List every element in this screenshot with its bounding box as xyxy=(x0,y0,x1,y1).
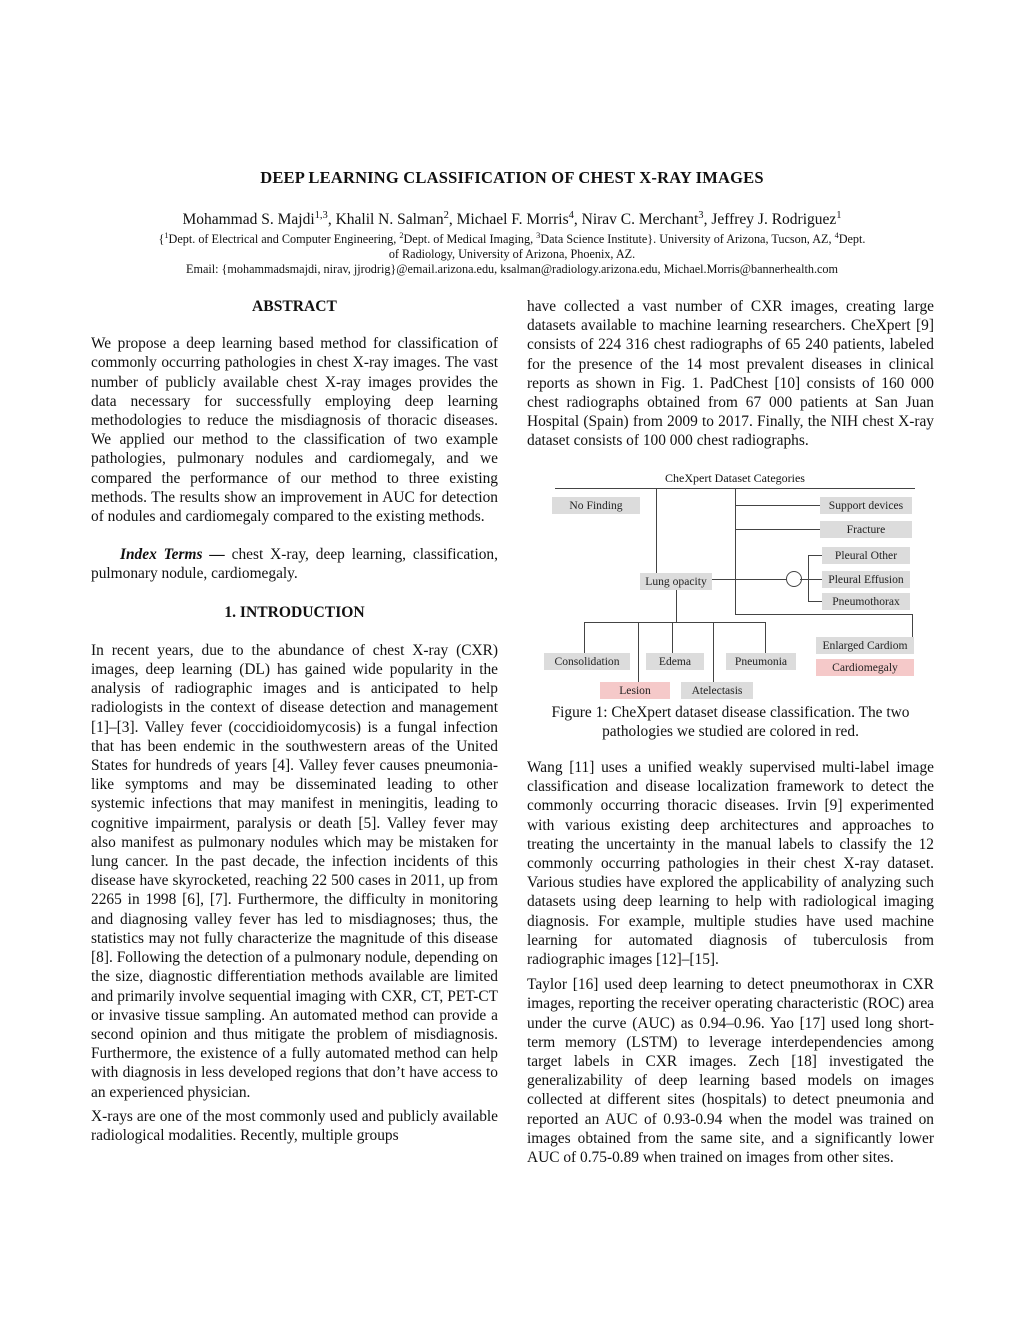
body-paragraph: Taylor [16] used deep learning to detect pneumothorax in CXR images, reporting the receiver operating characteristic (ROC) area under the curve (AUC) as 0.94–0.96. Yao [17] used long short-term memory (LSTM) to leverage interdependencies among target labels in CXR images. Zech [18] investigated the generalizability of deep learning based models on images collected at different sites (hospitals) to detect pneumonia and reported an AUC of 0.93-0.94 when the model was trained on images obtained from the same site, and a significantly lower AUC of 0.75-0.89 when trained on images from other sites. xyxy=(527,976,934,1167)
right-column-bottom xyxy=(527,758,934,1167)
node-no-finding: No Finding xyxy=(552,497,640,514)
node-pleural-effusion: Pleural Effusion xyxy=(822,571,910,588)
author: Khalil N. Salman xyxy=(335,211,444,228)
connector-line xyxy=(800,579,822,580)
node-pneumonia: Pneumonia xyxy=(726,653,796,670)
node-lesion-highlighted: Lesion xyxy=(600,682,670,699)
affiliations: {$^1$Dept. of Electrical and Computer Engineering, $^2$Dept. of Medical Imaging, $^3$Data Science Institute}. University of Arizona, Tucson, AZ, $^4$Dept. of Radiology, University of Arizona, Phoenix, AZ. xyxy=(158,230,866,261)
connector-line xyxy=(735,505,820,506)
figure-caption: Figure 1: CheXpert dataset disease classification. The two pathologies we studied are colored in red. xyxy=(551,704,910,741)
node-support-devices: Support devices xyxy=(820,497,912,514)
connector-line xyxy=(656,488,657,574)
body-paragraph: Wang [11] uses a unified weakly supervised multi-label image classification and disease localization framework to detect the commonly occurring thoracic diseases. Irvin [9] experimented with various existing deep architectures and approaches to treating the uncertainty in the manual labels to classify the 12 commonly occurring pathologies in their chest X-ray dataset. Various studies have explored the applicability of analyzing such datasets using deep learning to help with radiological imaging diagnosis. For example, multiple studies have used machine learning for automated diagnosis of tuberculosis from radiographic images [12]–[15]. xyxy=(527,759,934,969)
abstract-text: We propose a deep learning based method for classification of commonly occurring pathologies in chest X-ray images. The vast number of publicly available chest X-ray images provides the data necessary for successfully employing deep learning methodologies to reduce the misdiagnosis of thoracic diseases. We applied our method to the classification of two example pathologies, pulmonary nodules and cardiomegaly, and we compared the performance of our method to three existing methods. The results show an improvement in AUC for detection of nodules and cardiomegaly compared to the existing methods. xyxy=(91,335,498,526)
intro-paragraph: In recent years, due to the abundance of chest X-ray (CXR) images, deep learning (DL) has gained wide popularity in the analysis of radiographic images and is anticipated to help radiologists in the context of disease detection and management [1]–[3]. Valley fever (coccidioidomycosis) is a fungal infection that has been endemic in the southwestern areas of the United States for hundreds of years [4]. Valley fever causes pneumonia-like symptoms and may be disseminated leading to other systemic infections that may manifest in meningitis, leading to cognitive impairment, paralysis or death [5]. Valley fever may also manifest as pulmonary nodules which may be mistaken for lung cancer. In the past decade, the infection incidents of this disease have skyrocketed, reaching 22 500 cases in 2011, up from 2265 in 1998 [6], [7]. Furthermore, the difficulty in monitoring and diagnosing valley fever has led to misdiagnoses; thus, the statistics may not fully characterize the magnitude of this disease [8]. Following the detection of a pulmonary nodule, depending on the size, diagnostic differentiation methods available are limited and primarily involve sequential imaging with CXR, CT, PET-CT or invasive tissue sampling. An automated method can provide a second opinion and thus mitigate the problem of misdiagnosis. Furthermore, the existence of a fully automated method can help with diagnosis in less developed regions that don’t have access to an experienced physician. xyxy=(91,641,498,1101)
node-lung-opacity: Lung opacity xyxy=(640,573,712,590)
author-emails: Email: {mohammadsmajdi, nirav, jjrodrig}@email.arizona.edu, ksalman@radiology.arizona.edu, Michael.Morris@bannerhealth.com xyxy=(186,262,838,276)
connector-line xyxy=(808,601,822,602)
node-atelectasis: Atelectasis xyxy=(681,682,753,699)
intro-paragraph: X-rays are one of the most commonly used and publicly available radiological modalities. Recently, multiple groups xyxy=(91,1107,498,1144)
author: Nirav C. Merchant xyxy=(581,211,699,228)
abstract-heading: ABSTRACT xyxy=(252,298,337,315)
connector-line xyxy=(672,622,673,654)
node-enlarged-cardiomediastinum: Enlarged Cardiom xyxy=(816,637,914,654)
figure-title: CheXpert Dataset Categories xyxy=(665,471,805,485)
body-paragraph: have collected a vast number of CXR images, creating large datasets available to machine learning researchers. CheXpert [9] consists of 224 316 chest radiographs of 65 240 patients, labeled for the presence of the 14 most prevalent diseases in clinical reports as shown in Fig. 1. PadChest [10] consists of 160 000 chest radiographs obtained from 67 000 patients at San Juan Hospital (Spain) from 2009 to 2017. Finally, the NIH chest X-ray dataset consists of 100 000 chest radiographs. xyxy=(527,298,934,450)
node-pneumothorax: Pneumothorax xyxy=(822,593,910,610)
connector-line xyxy=(765,622,766,654)
connector-line xyxy=(713,622,714,682)
node-pleural-other: Pleural Other xyxy=(822,547,910,564)
connector-line xyxy=(735,488,736,614)
node-consolidation: Consolidation xyxy=(544,653,630,670)
introduction-heading: 1. INTRODUCTION xyxy=(224,603,365,621)
connector-line xyxy=(584,622,766,623)
connector-line xyxy=(735,529,820,530)
connector-line xyxy=(638,622,639,682)
index-terms: Index Terms — chest X-ray, deep learning, classification, pulmonary nodule, cardiomegaly. xyxy=(91,546,498,583)
node-cardiomegaly-highlighted: Cardiomegaly xyxy=(816,659,914,676)
connector-line xyxy=(584,622,585,654)
author: Jeffrey J. Rodriguez xyxy=(711,211,837,228)
connector-line xyxy=(710,579,792,580)
left-column xyxy=(91,297,498,1145)
connector-line xyxy=(735,614,913,615)
author-list: Mohammad S. Majdi$^{1,3}$, Khalil N. Salman$^2$, Michael F. Morris$^4$, Nirav C. Merchant$^3$, Jeffrey J. Rodriguez$^1$ xyxy=(182,209,842,228)
connector-line xyxy=(676,590,677,622)
author: Mohammad S. Majdi xyxy=(182,211,315,228)
author: Michael F. Morris xyxy=(456,211,569,228)
node-edema: Edema xyxy=(646,653,704,670)
paper-title: DEEP LEARNING CLASSIFICATION OF CHEST X-RAY IMAGES xyxy=(260,168,764,187)
right-column-top xyxy=(527,297,934,451)
node-fracture: Fracture xyxy=(820,521,912,538)
connector-line xyxy=(808,555,822,556)
